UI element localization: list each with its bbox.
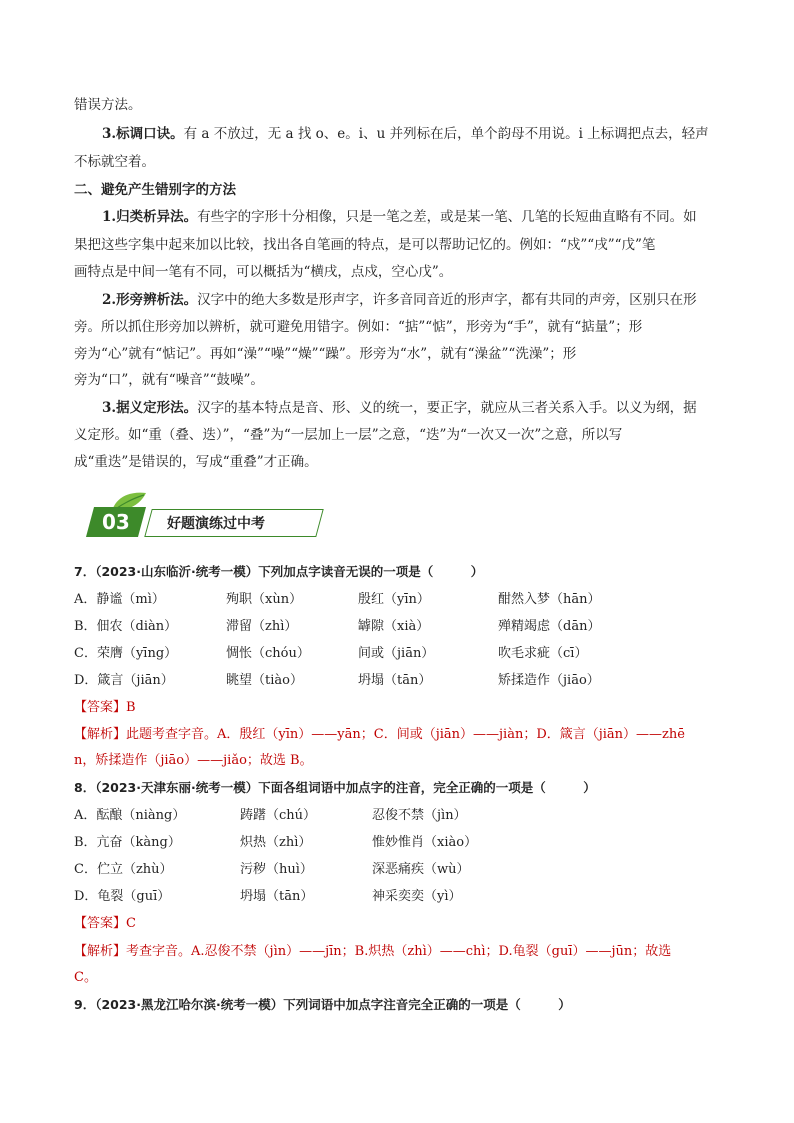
analysis-text: 此题考查字音。A．殷红（yīn）——yān；C．间或（jiān）——jiàn；D．箴言（jiān）——zhē: [126, 727, 685, 742]
question-stem: 8．（2023·天津东丽·统考一模）下面各组词语中加点字的注音，完全正确的一项是（ ）: [74, 780, 596, 795]
answer-label: 【答案】: [74, 700, 127, 715]
option-cell: C．伫立（zhù）: [74, 862, 173, 877]
text-line: 旁为“口”，就有“噪音”“鼓噪”。: [74, 372, 264, 388]
text-line: 错误方法。: [74, 97, 142, 113]
analysis-label: 【解析】: [74, 944, 127, 959]
option-cell: 殷红（yīn）: [358, 592, 430, 607]
text-line: 有些字的字形十分相像，只是一笔之差，或是某一笔、几笔的长短曲直略有不同。如: [197, 209, 697, 225]
text-line: 成“重迭”是错误的，写成“重叠”才正确。: [74, 454, 318, 470]
option-cell: 坍塌（tān）: [240, 889, 314, 904]
text-line: 画特点是中间一笔有不同，可以概括为“横戌，点戍，空心戊”。: [74, 264, 453, 280]
option-cell: 惆怅（chóu）: [226, 646, 310, 661]
analysis-line: [74, 725, 685, 745]
option-cell: 炽热（zhì）: [240, 835, 312, 850]
text-line: 汉字的基本特点是音、形、义的统一，要正字，就应从三者关系入手。以义为纲，据: [197, 400, 697, 416]
paragraph-heading: 2.形旁辨析法。: [102, 292, 198, 308]
option-cell: D．龟裂（guī）: [74, 889, 171, 904]
paragraph-heading: 3.据义定形法。: [102, 400, 198, 416]
option-cell: 殉职（xùn）: [226, 592, 303, 607]
option-cell: 忍俊不禁（jìn）: [372, 808, 467, 823]
option-cell: D．箴言（jiān）: [74, 673, 174, 688]
section-heading: 二、避免产生错别字的方法: [74, 182, 236, 198]
text-line: 旁。所以抓住形旁加以辨析，就可避免用错字。例如：“掂”“惦”，形旁为“手”，就有“掂量”；形: [74, 319, 643, 335]
option-cell: 酣然入梦（hān）: [498, 592, 601, 607]
analysis-text: 考查字音。A.忍俊不禁（jìn）——jīn；B.炽热（zhì）——chì；D.龟裂（guī）——jūn；故选: [126, 944, 672, 959]
text-line: 汉字中的绝大多数是形声字，许多音同音近的形声字，都有共同的声旁，区别只在形: [197, 292, 697, 308]
option-cell: 惟妙惟肖（xiào）: [372, 835, 478, 850]
question-stem: 9．（2023·黑龙江哈尔滨·统考一模）下列词语中加点字注音完全正确的一项是（ ）: [74, 997, 571, 1012]
text-line: 果把这些字集中起来加以比较，找出各自笔画的特点，是可以帮助记忆的。例如：“戍”“戌”“戊”笔: [74, 237, 656, 253]
answer-value: C: [126, 916, 136, 931]
answer-value: B: [126, 700, 136, 715]
option-cell: 殚精竭虑（dān）: [498, 619, 601, 634]
option-cell: 矫揉造作（jiāo）: [498, 673, 600, 688]
option-cell: B．亢奋（kàng）: [74, 835, 181, 850]
analysis-line: [74, 942, 671, 962]
option-cell: A．静谧（mì）: [74, 592, 165, 607]
option-cell: 滞留（zhì）: [226, 619, 298, 634]
option-cell: 罅隙（xià）: [358, 619, 430, 634]
section-number-badge: 03: [86, 507, 146, 537]
option-cell: 坍塌（tān）: [358, 673, 432, 688]
paragraph-tone-marking: [102, 124, 709, 144]
answer-line: [74, 698, 136, 718]
paragraph-method-3: [102, 398, 697, 418]
analysis-text: C。: [74, 970, 97, 985]
paragraph-heading: 3.标调口诀。: [102, 126, 184, 142]
option-cell: 吹毛求疵（cī）: [498, 646, 588, 661]
option-cell: B．佃农（diàn）: [74, 619, 178, 634]
analysis-text: n，矫揉造作（jiāo）——jiǎo；故选 B。: [74, 753, 313, 768]
option-cell: C．荣膺（yīng）: [74, 646, 178, 661]
analysis-label: 【解析】: [74, 727, 127, 742]
text-line: 旁为“心”就有“惦记”。再如“澡”“噪”“燥”“躁”。形旁为“水”，就有“澡盆”“洗澡”；形: [74, 346, 577, 362]
option-cell: 神采奕奕（yì）: [372, 889, 462, 904]
question-stem: 7．（2023·山东临沂·统考一模）下列加点字读音无误的一项是（ ）: [74, 564, 484, 579]
option-cell: 眺望（tiào）: [226, 673, 303, 688]
option-cell: A．酝酿（niàng）: [74, 808, 186, 823]
option-cell: 污秽（huì）: [240, 862, 313, 877]
text-line: 不标就空着。: [74, 154, 155, 170]
paragraph-heading: 1.归类析异法。: [102, 209, 198, 225]
answer-line: [74, 914, 136, 934]
text-line: 有 a 不放过，无 a 找 o、e。i、u 并列标在后，单个韵母不用说。i 上标调把点去，轻声: [183, 126, 709, 142]
text-line: 义定形。如“重（叠、迭）”，“叠”为“一层加上一层”之意，“迭”为“一次又一次”之意，所以写: [74, 427, 623, 443]
section-title-badge: 好题演练过中考: [144, 509, 324, 537]
option-cell: 深恶痛疾（wù）: [372, 862, 470, 877]
option-cell: 踌躇（chú）: [240, 808, 317, 823]
paragraph-method-2: [102, 290, 697, 310]
answer-label: 【答案】: [74, 916, 127, 931]
paragraph-method-1: [102, 207, 697, 227]
option-cell: 间或（jiān）: [358, 646, 435, 661]
